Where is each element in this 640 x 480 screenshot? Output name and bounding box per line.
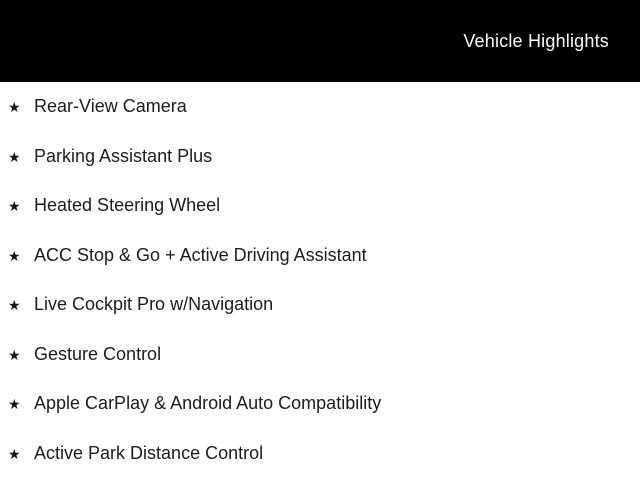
list-item-label: Heated Steering Wheel: [34, 195, 221, 215]
star-icon: ★: [8, 396, 21, 412]
list-item-label: Parking Assistant Plus: [34, 145, 213, 166]
list-item-label: Active Park Distance Control: [34, 442, 264, 463]
star-icon: ★: [8, 247, 21, 264]
list-item: [0, 330, 640, 380]
header-bar: [0, 0, 640, 82]
highlight-list: [0, 82, 640, 478]
list-item-label: Apple CarPlay & Android Auto Compatibility: [34, 393, 382, 413]
page-title: Vehicle Highlights: [463, 30, 609, 51]
star-icon: ★: [8, 148, 21, 165]
list-item: [0, 181, 640, 231]
list-item-label: ACC Stop & Go + Active Driving Assistant: [34, 244, 367, 265]
star-icon: ★: [8, 346, 21, 363]
list-item: [0, 82, 640, 132]
list-item: [0, 132, 640, 182]
list-item: [0, 280, 640, 330]
list-item: [0, 379, 640, 429]
star-icon: ★: [8, 445, 21, 462]
star-icon: ★: [8, 297, 21, 313]
star-icon: ★: [8, 99, 21, 115]
list-item-label: Live Cockpit Pro w/Navigation: [34, 294, 274, 314]
list-item-label: Gesture Control: [34, 343, 162, 364]
list-item: [0, 231, 640, 281]
star-icon: ★: [8, 198, 21, 214]
list-item-label: Rear-View Camera: [34, 96, 187, 116]
list-item: [0, 429, 640, 479]
